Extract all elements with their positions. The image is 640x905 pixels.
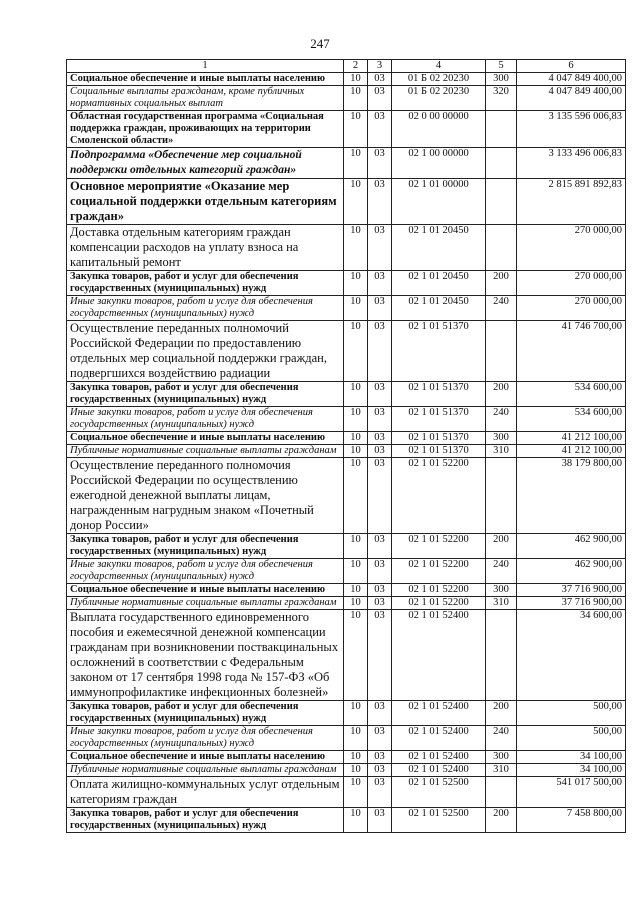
header-col-1: 1 <box>67 60 344 73</box>
row-section: 10 <box>344 432 368 445</box>
table-row <box>67 764 626 777</box>
row-name: Областная государственная программа «Социальная поддержка граждан, проживающих на территории Смоленской области» <box>67 111 344 148</box>
row-expense-type: 320 <box>486 86 517 111</box>
row-amount: 541 017 500,00 <box>517 777 626 808</box>
row-section: 10 <box>344 534 368 559</box>
row-section: 10 <box>344 445 368 458</box>
row-subsection: 03 <box>368 808 392 833</box>
row-target-code: 02 1 01 52400 <box>392 764 486 777</box>
row-expense-type: 200 <box>486 701 517 726</box>
row-subsection: 03 <box>368 559 392 584</box>
row-target-code: 02 1 01 00000 <box>392 179 486 225</box>
table-row <box>67 445 626 458</box>
table-row <box>67 321 626 382</box>
row-subsection: 03 <box>368 179 392 225</box>
row-name: Закупка товаров, работ и услуг для обеспечения государственных (муниципальных) нужд <box>67 271 344 296</box>
row-amount: 270 000,00 <box>517 271 626 296</box>
row-expense-type: 240 <box>486 407 517 432</box>
header-col-4: 4 <box>392 60 486 73</box>
row-section: 10 <box>344 777 368 808</box>
row-name: Социальное обеспечение и иные выплаты населению <box>67 73 344 86</box>
row-name: Закупка товаров, работ и услуг для обеспечения государственных (муниципальных) нужд <box>67 382 344 407</box>
row-section: 10 <box>344 73 368 86</box>
row-expense-type <box>486 458 517 534</box>
row-expense-type <box>486 321 517 382</box>
row-target-code: 01 Б 02 20230 <box>392 73 486 86</box>
row-expense-type <box>486 179 517 225</box>
table-row <box>67 534 626 559</box>
row-section: 10 <box>344 296 368 321</box>
row-amount: 534 600,00 <box>517 382 626 407</box>
row-expense-type: 240 <box>486 726 517 751</box>
row-name: Оплата жилищно-коммунальных услуг отдельным категориям граждан <box>67 777 344 808</box>
row-name: Закупка товаров, работ и услуг для обеспечения государственных (муниципальных) нужд <box>67 534 344 559</box>
row-target-code: 02 1 01 52400 <box>392 701 486 726</box>
row-amount: 41 746 700,00 <box>517 321 626 382</box>
row-section: 10 <box>344 808 368 833</box>
row-target-code: 02 1 01 52400 <box>392 610 486 701</box>
header-col-2: 2 <box>344 60 368 73</box>
row-amount: 500,00 <box>517 701 626 726</box>
row-amount: 500,00 <box>517 726 626 751</box>
table-row <box>67 701 626 726</box>
header-col-3: 3 <box>368 60 392 73</box>
row-subsection: 03 <box>368 321 392 382</box>
row-target-code: 02 0 00 00000 <box>392 111 486 148</box>
row-subsection: 03 <box>368 584 392 597</box>
row-name: Закупка товаров, работ и услуг для обеспечения государственных (муниципальных) нужд <box>67 808 344 833</box>
table-body <box>67 73 626 833</box>
row-section: 10 <box>344 382 368 407</box>
row-name: Осуществление переданного полномочия Российской Федерации по осуществлению ежегодной денежной выплаты лицам, награжденным нагрудным знаком «Почетный донор России» <box>67 458 344 534</box>
row-expense-type <box>486 777 517 808</box>
row-section: 10 <box>344 225 368 271</box>
row-target-code: 02 1 01 51370 <box>392 445 486 458</box>
table-row <box>67 225 626 271</box>
row-amount: 41 212 100,00 <box>517 445 626 458</box>
row-name: Основное мероприятие «Оказание мер социальной поддержки отдельным категориям граждан» <box>67 179 344 225</box>
table-row <box>67 610 626 701</box>
table-row <box>67 458 626 534</box>
row-expense-type <box>486 111 517 148</box>
row-amount: 4 047 849 400,00 <box>517 86 626 111</box>
row-name: Публичные нормативные социальные выплаты гражданам <box>67 445 344 458</box>
row-section: 10 <box>344 751 368 764</box>
table-row <box>67 271 626 296</box>
row-subsection: 03 <box>368 148 392 179</box>
row-amount: 37 716 900,00 <box>517 597 626 610</box>
table-row <box>67 597 626 610</box>
row-amount: 41 212 100,00 <box>517 432 626 445</box>
table-row <box>67 407 626 432</box>
row-name: Иные закупки товаров, работ и услуг для обеспечения государственных (муниципальных) нужд <box>67 296 344 321</box>
row-amount: 34 100,00 <box>517 764 626 777</box>
row-section: 10 <box>344 726 368 751</box>
row-amount: 34 100,00 <box>517 751 626 764</box>
row-name: Социальные выплаты гражданам, кроме публичных нормативных социальных выплат <box>67 86 344 111</box>
row-target-code: 02 1 01 52200 <box>392 584 486 597</box>
row-name: Иные закупки товаров, работ и услуг для обеспечения государственных (муниципальных) нужд <box>67 726 344 751</box>
row-name: Публичные нормативные социальные выплаты гражданам <box>67 597 344 610</box>
table-row <box>67 179 626 225</box>
row-target-code: 02 1 01 20450 <box>392 296 486 321</box>
row-expense-type: 200 <box>486 382 517 407</box>
row-expense-type: 310 <box>486 597 517 610</box>
table-row <box>67 584 626 597</box>
row-name: Подпрограмма «Обеспечение мер социальной поддержки отдельных категорий граждан» <box>67 148 344 179</box>
row-target-code: 01 Б 02 20230 <box>392 86 486 111</box>
row-section: 10 <box>344 271 368 296</box>
row-target-code: 02 1 01 52200 <box>392 597 486 610</box>
row-target-code: 02 1 01 20450 <box>392 271 486 296</box>
row-section: 10 <box>344 764 368 777</box>
row-target-code: 02 1 01 51370 <box>392 321 486 382</box>
row-section: 10 <box>344 559 368 584</box>
budget-table <box>66 59 626 833</box>
row-subsection: 03 <box>368 610 392 701</box>
row-subsection: 03 <box>368 726 392 751</box>
row-subsection: 03 <box>368 73 392 86</box>
row-target-code: 02 1 01 52500 <box>392 777 486 808</box>
row-expense-type <box>486 225 517 271</box>
row-expense-type: 310 <box>486 764 517 777</box>
row-subsection: 03 <box>368 296 392 321</box>
table-row <box>67 148 626 179</box>
row-amount: 34 600,00 <box>517 610 626 701</box>
row-subsection: 03 <box>368 458 392 534</box>
header-col-5: 5 <box>486 60 517 73</box>
row-section: 10 <box>344 701 368 726</box>
row-amount: 462 900,00 <box>517 559 626 584</box>
table-row <box>67 808 626 833</box>
row-subsection: 03 <box>368 751 392 764</box>
row-subsection: 03 <box>368 111 392 148</box>
row-name: Осуществление переданных полномочий Российской Федерации по предоставлению отдельных мер социальной поддержки граждан, подвергшихся воздействию радиации <box>67 321 344 382</box>
table-row <box>67 73 626 86</box>
table-row <box>67 432 626 445</box>
row-subsection: 03 <box>368 534 392 559</box>
row-expense-type: 240 <box>486 296 517 321</box>
row-subsection: 03 <box>368 382 392 407</box>
table-row <box>67 86 626 111</box>
row-subsection: 03 <box>368 597 392 610</box>
row-subsection: 03 <box>368 764 392 777</box>
row-name: Социальное обеспечение и иные выплаты населению <box>67 751 344 764</box>
row-name: Иные закупки товаров, работ и услуг для обеспечения государственных (муниципальных) нужд <box>67 407 344 432</box>
row-amount: 270 000,00 <box>517 296 626 321</box>
row-target-code: 02 1 00 00000 <box>392 148 486 179</box>
row-expense-type: 200 <box>486 271 517 296</box>
row-subsection: 03 <box>368 445 392 458</box>
row-section: 10 <box>344 584 368 597</box>
row-section: 10 <box>344 179 368 225</box>
row-expense-type: 300 <box>486 73 517 86</box>
row-subsection: 03 <box>368 225 392 271</box>
table-row <box>67 111 626 148</box>
row-subsection: 03 <box>368 271 392 296</box>
row-name: Публичные нормативные социальные выплаты гражданам <box>67 764 344 777</box>
row-expense-type: 300 <box>486 751 517 764</box>
row-target-code: 02 1 01 52200 <box>392 534 486 559</box>
row-name: Закупка товаров, работ и услуг для обеспечения государственных (муниципальных) нужд <box>67 701 344 726</box>
table-row <box>67 559 626 584</box>
row-amount: 2 815 891 892,83 <box>517 179 626 225</box>
row-section: 10 <box>344 111 368 148</box>
row-target-code: 02 1 01 51370 <box>392 407 486 432</box>
row-section: 10 <box>344 597 368 610</box>
row-subsection: 03 <box>368 432 392 445</box>
row-section: 10 <box>344 321 368 382</box>
row-name: Доставка отдельным категориям граждан компенсации расходов на уплату взноса на капитальный ремонт <box>67 225 344 271</box>
row-subsection: 03 <box>368 701 392 726</box>
row-name: Социальное обеспечение и иные выплаты населению <box>67 432 344 445</box>
row-section: 10 <box>344 610 368 701</box>
table-row <box>67 296 626 321</box>
row-target-code: 02 1 01 52400 <box>392 726 486 751</box>
row-section: 10 <box>344 407 368 432</box>
row-name: Иные закупки товаров, работ и услуг для обеспечения государственных (муниципальных) нужд <box>67 559 344 584</box>
row-expense-type: 240 <box>486 559 517 584</box>
row-amount: 462 900,00 <box>517 534 626 559</box>
row-amount: 37 716 900,00 <box>517 584 626 597</box>
row-target-code: 02 1 01 52500 <box>392 808 486 833</box>
row-expense-type: 300 <box>486 584 517 597</box>
row-target-code: 02 1 01 52200 <box>392 458 486 534</box>
row-expense-type: 310 <box>486 445 517 458</box>
row-amount: 4 047 849 400,00 <box>517 73 626 86</box>
row-expense-type: 200 <box>486 534 517 559</box>
page-number: 247 <box>310 36 330 51</box>
row-section: 10 <box>344 458 368 534</box>
table-row <box>67 777 626 808</box>
row-expense-type: 300 <box>486 432 517 445</box>
row-amount: 3 133 496 006,83 <box>517 148 626 179</box>
header-col-6: 6 <box>517 60 626 73</box>
row-subsection: 03 <box>368 86 392 111</box>
header-row <box>67 60 626 73</box>
row-expense-type <box>486 610 517 701</box>
row-amount: 3 135 596 006,83 <box>517 111 626 148</box>
row-subsection: 03 <box>368 407 392 432</box>
row-name: Социальное обеспечение и иные выплаты населению <box>67 584 344 597</box>
row-expense-type <box>486 148 517 179</box>
row-section: 10 <box>344 148 368 179</box>
row-target-code: 02 1 01 51370 <box>392 382 486 407</box>
row-target-code: 02 1 01 20450 <box>392 225 486 271</box>
row-target-code: 02 1 01 52400 <box>392 751 486 764</box>
row-amount: 38 179 800,00 <box>517 458 626 534</box>
row-expense-type: 200 <box>486 808 517 833</box>
row-amount: 7 458 800,00 <box>517 808 626 833</box>
row-amount: 270 000,00 <box>517 225 626 271</box>
table-row <box>67 726 626 751</box>
row-amount: 534 600,00 <box>517 407 626 432</box>
row-target-code: 02 1 01 51370 <box>392 432 486 445</box>
row-section: 10 <box>344 86 368 111</box>
row-subsection: 03 <box>368 777 392 808</box>
row-target-code: 02 1 01 52200 <box>392 559 486 584</box>
table-row <box>67 382 626 407</box>
row-name: Выплата государственного единовременного пособия и ежемесячной денежной компенсации гражданам при возникновении поствакцинальных осложнений в соответствии с Федеральным законом от 17 сентября 1998 года № 157-ФЗ «Об иммунопрофилактике инфекционных болезней» <box>67 610 344 701</box>
table-row <box>67 751 626 764</box>
